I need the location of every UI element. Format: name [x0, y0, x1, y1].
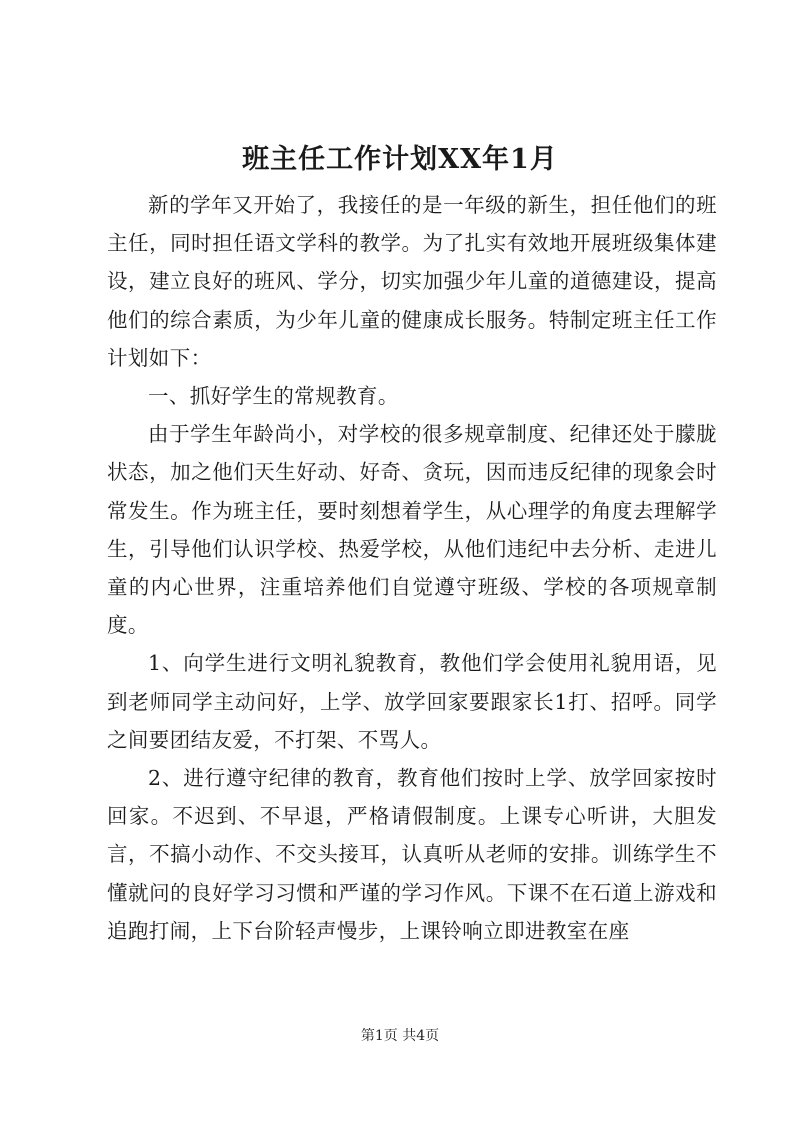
paragraph-item-1: 1、向学生进行文明礼貌教育，教他们学会使用礼貌用语，见到老师同学主动问好，上学、放学回家要跟家长1打、招呼。同学之间要团结友爱，不打架、不骂人。 [107, 651, 717, 752]
document-title: 班主任工作计划XX年1月 [242, 144, 558, 175]
page-footer [0, 1026, 800, 1046]
document-body [107, 186, 717, 950]
paragraph-intro: 新的学年又开始了，我接任的是一年级的新生，担任他们的班主任，同时担任语文学科的教学。为了扎实有效地开展班级集体建设，建立良好的班风、学分，切实加强少年儿童的道德建设，提高他们的综合素质，为少年儿童的健康成长服务。特制定班主任工作计划如下： [107, 193, 717, 370]
paragraph-routine-education: 由于学生年龄尚小，对学校的很多规章制度、纪律还处于朦胧状态，加之他们天生好动、好奇、贪玩，因而违反纪律的现象会时常发生。作为班主任，要时刻想着学生，从心理学的角度去理解学生，引导他们认识学校、热爱学校，从他们违纪中去分析、走进儿童的内心世界，注重培养他们自觉遵守班级、学校的各项规章制度。 [107, 422, 717, 638]
section-heading: 一、抓好学生的常规教育。 [148, 384, 399, 409]
paragraph-item-2: 2、进行遵守纪律的教育，教育他们按时上学、放学回家按时回家。不迟到、不早退，严格请假制度。上课专心听讲，大胆发言，不搞小动作、不交头接耳，认真听从老师的安排。训练学生不懂就问的良好学习习惯和严谨的学习作风。下课不在石道上游戏和追跑打闹，上下台阶轻声慢步，上课铃响立即进教室在座 [107, 766, 717, 943]
page-number-label: 第1页 共4页 [360, 1028, 440, 1044]
